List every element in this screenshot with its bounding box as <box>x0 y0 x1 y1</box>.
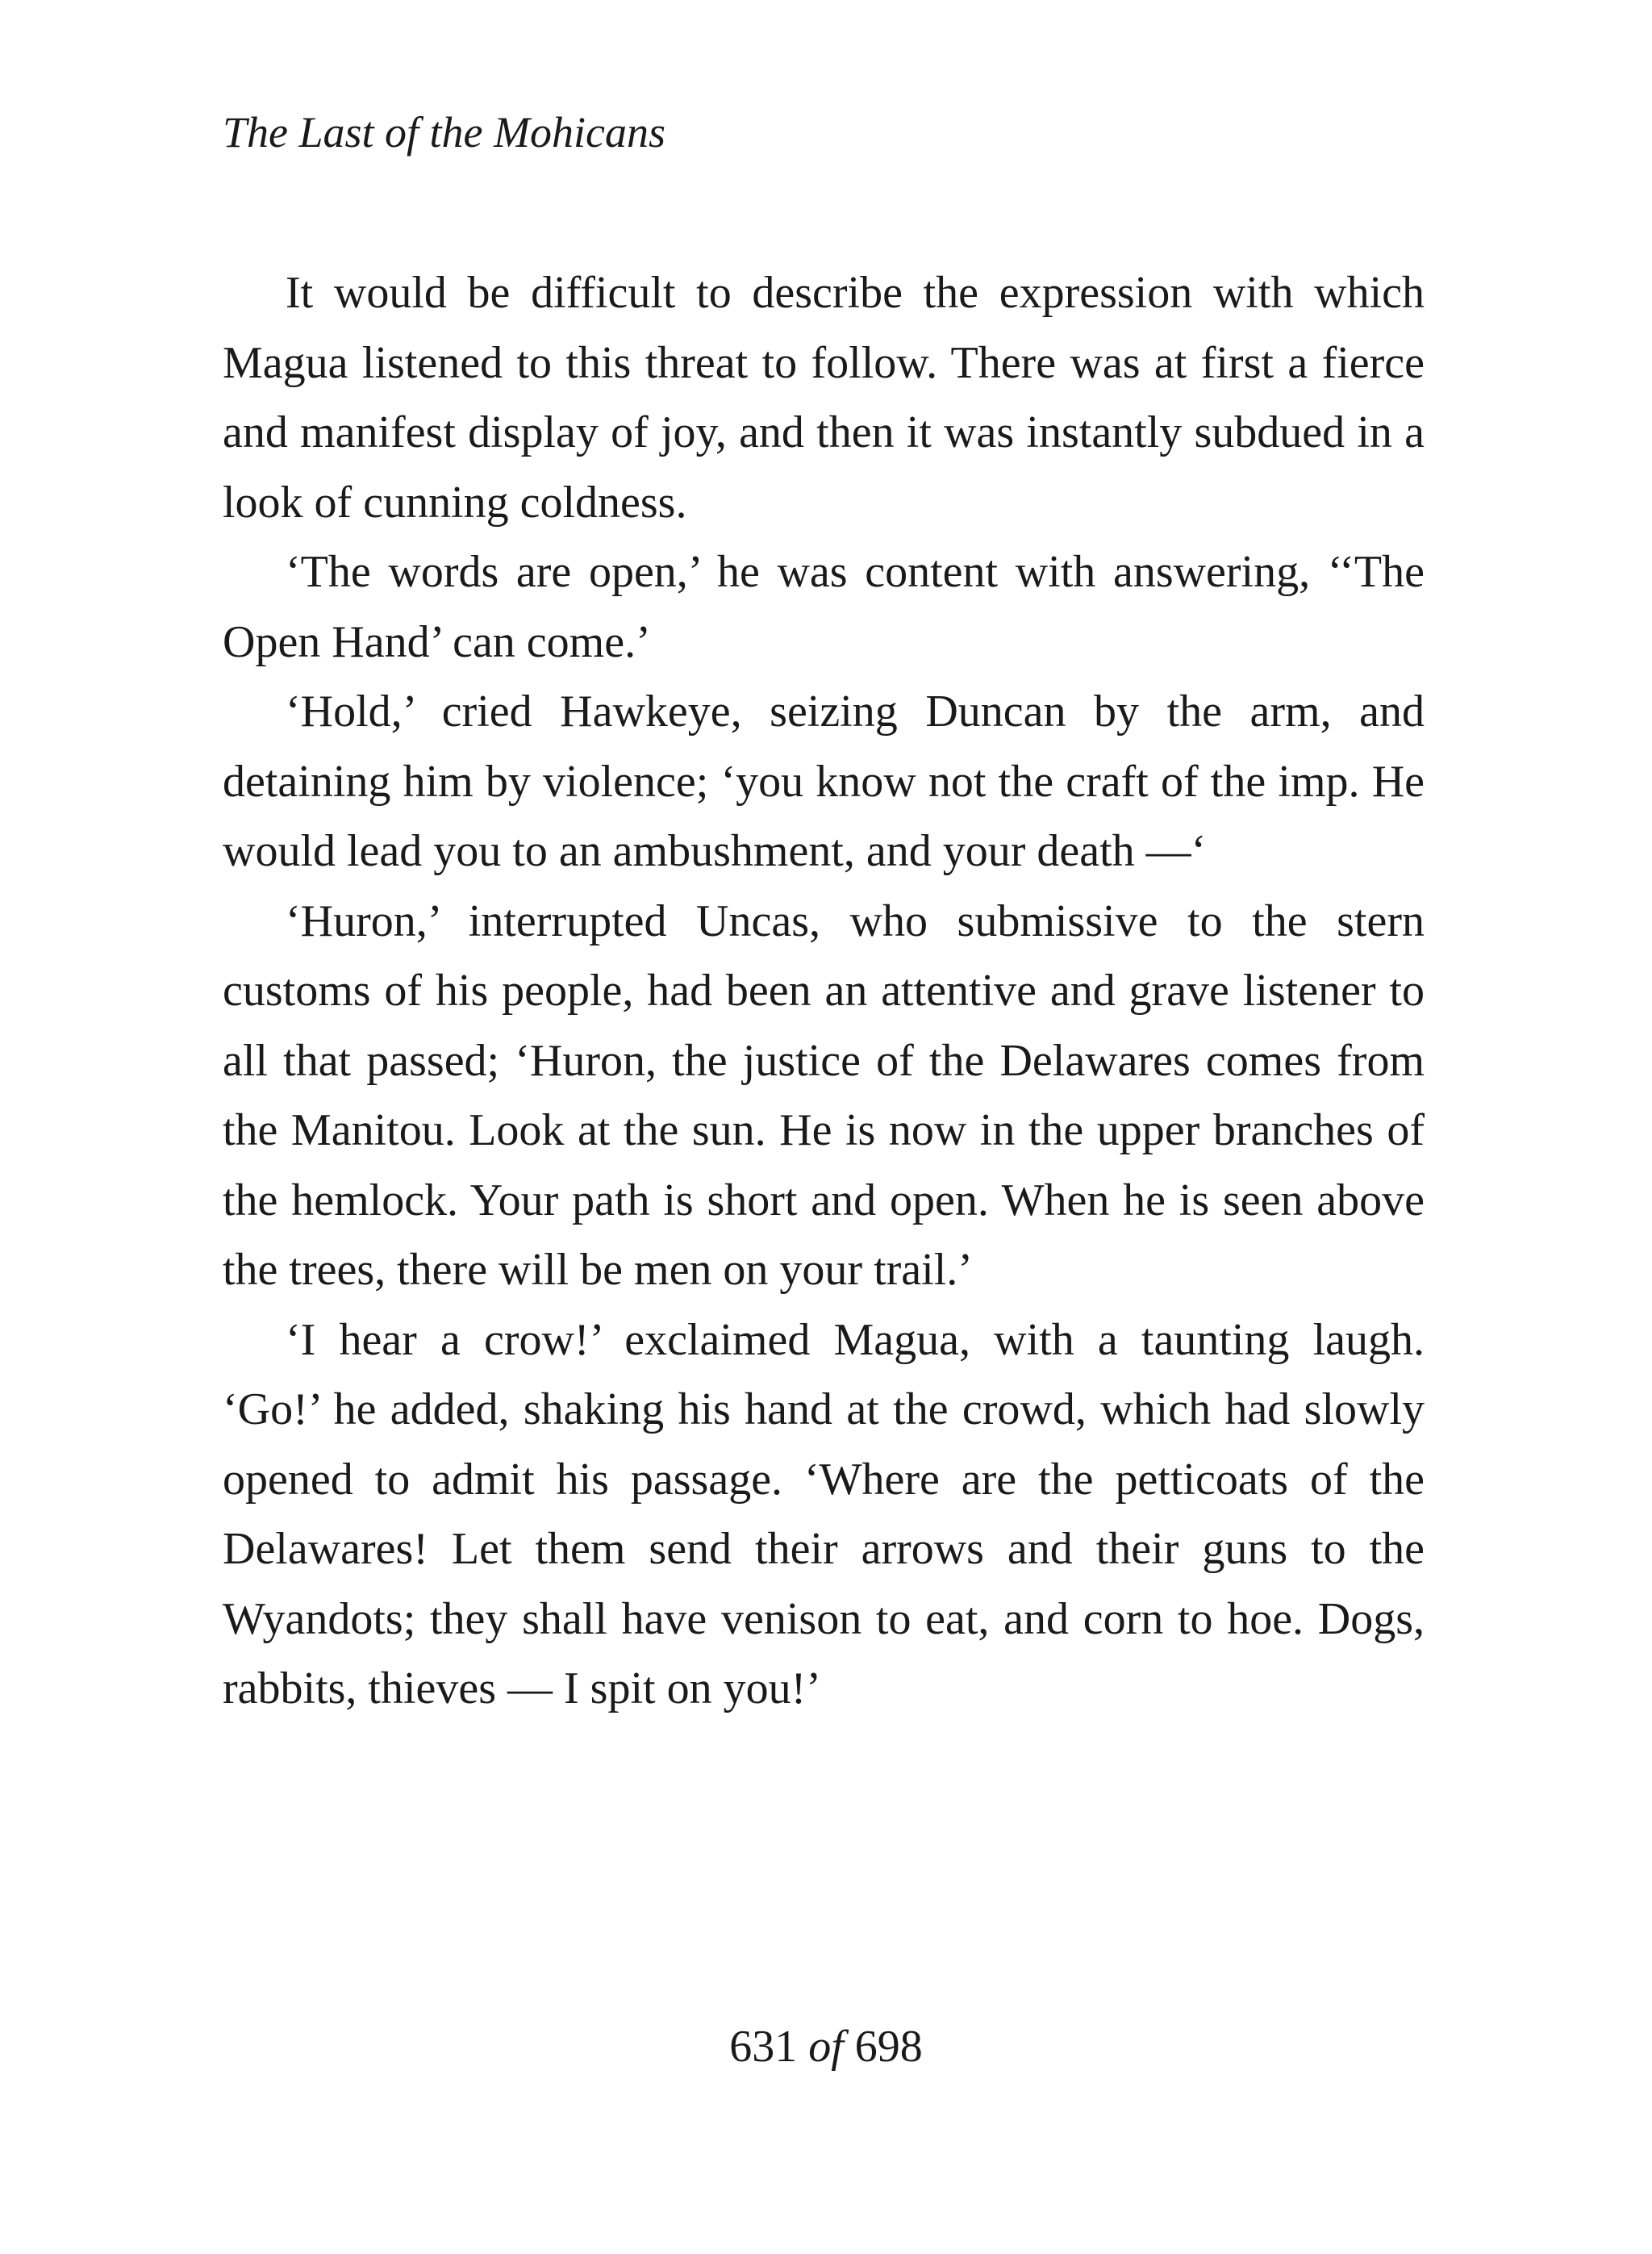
total-pages: 698 <box>854 2022 923 2072</box>
paragraph: ‘The words are open,’ he was content with answering, ‘‘The Open Hand’ can come.’ <box>223 547 1425 667</box>
paragraph: ‘I hear a crow!’ exclaimed Magua, with a taunting laugh. ‘Go!’ he added, shaking his hand at the crowd, which had slowly opened to admit his passage. ‘Where are the petticoats of the Delawares! Let them send their arrows and their guns to the Wyandots; they shall have venison to eat, and corn to hoe. Dogs, rabbits, thieves — I spit on you!’ <box>223 1314 1425 1713</box>
running-title: The Last of the Mohicans <box>223 108 665 157</box>
paragraph: ‘Hold,’ cried Hawkeye, seizing Duncan by the arm, and detaining him by violence; ‘you know not the craft of the imp. He would lead you to an ambushment, and your death —‘ <box>223 687 1425 876</box>
page-number <box>0 2018 1652 2075</box>
paragraph: It would be difficult to describe the expression with which Magua listened to this threat to follow. There was at first a fierce and manifest display of joy, and then it was instantly subdued in a look of cunning coldness. <box>223 268 1425 528</box>
paragraph: ‘Huron,’ interrupted Uncas, who submissive to the stern customs of his people, had been an attentive and grave listener to all that passed; ‘Huron, the justice of the Delawares comes from the Manitou. Look at the sun. He is now in the upper branches of the hemlock. Your path is short and open. When he is seen above the trees, there will be men on your trail.’ <box>223 895 1425 1295</box>
body-text <box>223 258 1425 1724</box>
current-page: 631 <box>729 2022 798 2072</box>
page-of-label: of <box>808 2022 844 2072</box>
